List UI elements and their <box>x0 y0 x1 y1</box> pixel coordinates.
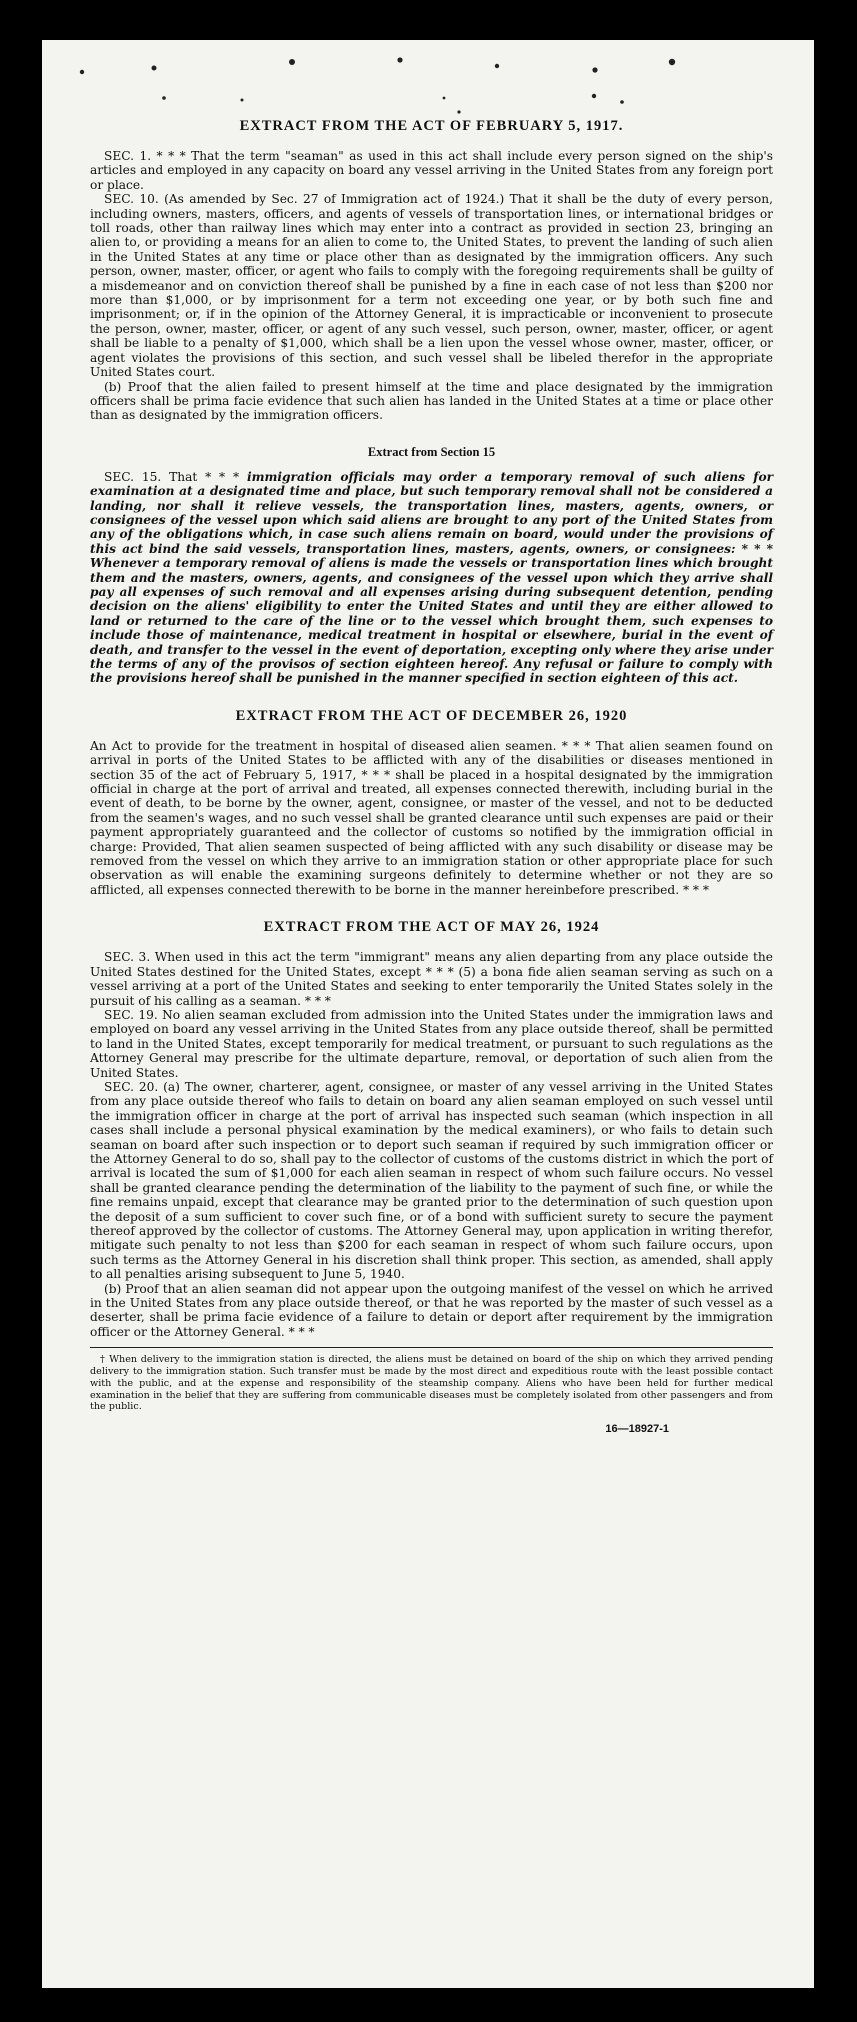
act-1924-sec-20b: (b) Proof that an alien seaman did not appear upon the outgoing manifest of the vessel on which he arrived in the United States from any place outside thereof, or that he was reported by the master of such vessel as a deserter, shall be prima facie evidence of a failure to detain or deport after requirement by the immigration officer or the Attorney General. * * * <box>90 1281 773 1339</box>
act-1917-sec-10: SEC. 10. (As amended by Sec. 27 of Immigration act of 1924.) That it shall be the duty of every person, including owners, masters, officers, and agents of vessels of transportation lines, or international bridges or toll roads, other than railway lines which may enter into a contract as provided in section 23, bringing an alien to, or providing a means for an alien to come to, the United States, to prevent the landing of such alien in the United States at any time or place other than as designated by the immigration officers. Any such person, owner, master, officer, or agent who fails to comply with the foregoing requirements shall be guilty of a misdemeanor and on conviction thereof shall be punished by a fine in each case of not less than $200 nor more than $1,000, or by imprisonment for a term not exceeding one year, or by both such fine and imprisonment; or, if in the opinion of the Attorney General, it is impracticable or inconvenient to prosecute the person, owner, master, officer, or agent of any such vessel, such person, owner, master, officer, or agent shall be liable to a penalty of $1,000, which shall be a lien upon the vessel whose owner, master, officer, or agent violates the provisions of this section, and such vessel shall be libeled therefor in the appropriate United States court. <box>90 192 773 380</box>
document-page <box>42 40 814 1988</box>
act-1920-paragraph: An Act to provide for the treatment in hospital of diseased alien seamen. * * * That alien seamen found on arrival in ports of the United States to be afflicted with any of the disabilities or diseases mentioned in section 35 of the act of February 5, 1917, * * * shall be placed in a hospital designated by the immigration official in charge at the port of arrival and treated, all expenses connected therewith, including burial in the event of death, to be borne by the owner, agent, consignee, or master of the vessel, and not to be deducted from the seamen's wages, and no such vessel shall be granted clearance until such expenses are paid or their payment appropriately guaranteed and the collector of customs so notified by the immigration official in charge: Provided, That alien seamen suspected of being afflicted with any such disability or disease may be removed from the vessel on which they arrive to an immigration station or other appropriate place for such observation as will enable the examining surgeons definitely to determine whether or not they are so afflicted, all expenses connected therewith to be borne in the manner hereinbefore prescribed. * * * <box>90 738 773 897</box>
act-1920-heading: EXTRACT FROM THE ACT OF DECEMBER 26, 1920 <box>235 707 628 724</box>
act-1924-heading: EXTRACT FROM THE ACT OF MAY 26, 1924 <box>263 919 600 936</box>
form-number: 16—18927-1 <box>605 1423 669 1436</box>
act-1924-sec-19: SEC. 19. No alien seaman excluded from admission into the United States under the immigration laws and employed on board any vessel arriving in the United States from any place outside thereof, shall be permitted to land in the United States, except temporarily for medical treatment, or pursuant to such regulations as the Attorney General may prescribe for the ultimate departure, removal, or deportation of such alien from the United States. <box>90 1007 773 1080</box>
act-1917-heading: EXTRACT FROM THE ACT OF FEBRUARY 5, 1917. <box>239 118 624 134</box>
section-15-heading: Extract from Section 15 <box>367 444 496 459</box>
scan-specks <box>42 40 814 160</box>
footnote-text: † When delivery to the immigration station is directed, the aliens must be detained on board of the ship on which they arrived pending delivery to the immigration station. Such transfer must be made by the most direct and expeditious route with the least possible contact with the public, and at the expense and responsibility of the steamship company. Aliens who have been held for further medical examination in the belief that they are suffering from communicable diseases must be completely isolated from other passengers and from the public. <box>90 1354 773 1413</box>
act-1924-section <box>90 919 773 1339</box>
section-15-lead: SEC. 15. That * * * <box>104 469 247 484</box>
act-1917-section <box>90 118 773 423</box>
footnote <box>90 1354 773 1413</box>
act-1920-section <box>90 708 773 897</box>
section-15-body: immigration officials may order a temporary removal of such aliens for examination at a designated time and place, but such temporary removal shall not be considered a landing, nor shall it relieve vessels, the transportation lines, masters, agents, owners, or consignees of the vessel upon which said aliens are brought to any port of the United States from any of the obligations which, in case such aliens remain on board, would under the provisions of this act bind the said vessels, transportation lines, masters, agents, owners, or consignees: * * * Whenever a temporary removal of aliens is made the vessels or transportation lines which brought them and the masters, owners, agents, and consignees of the vessel upon which they arrive shall pay all expenses of such removal and all expenses arising during subsequent detention, pending decision on the aliens' eligibility to enter the United States and until they are either allowed to land or returned to the care of the line or to the vessel which brought them, such expenses to include those of maintenance, medical treatment in hospital or elsewhere, burial in the event of death, and transfer to the vessel in the event of deportation, excepting only where they arise under the terms of any of the provisos of section eighteen hereof. Any refusal or failure to comply with the provisions hereof shall be punished in the manner specified in section eighteen of this act. <box>90 469 773 686</box>
act-1924-sec-3: SEC. 3. When used in this act the term "immigrant" means any alien departing from any place outside the United States destined for the United States, except * * * (5) a bona fide alien seaman serving as such on a vessel arriving at a port of the United States and seeking to enter temporarily the United States solely in the pursuit of his calling as a seaman. * * * <box>90 950 773 1008</box>
act-1917-sec-10b: (b) Proof that the alien failed to present himself at the time and place designated by the immigration officers shall be prima facie evidence that such alien has landed in the United States at a time or place other than as designated by the immigration officers. <box>90 379 773 423</box>
section-15-extract <box>90 445 773 686</box>
act-1924-sec-20a: SEC. 20. (a) The owner, charterer, agent, consignee, or master of any vessel arriving in the United States from any place outside thereof who fails to detain on board any alien seaman employed on such vessel until the immigration officer in charge at the port of arrival has inspected such seaman (which inspection in all cases shall include a personal physical examination by the medical examiners), or who fails to detain such seaman on board after such inspection or to deport such seaman if required by such immigration officer or the Attorney General to do so, shall pay to the collector of customs of the customs district in which the port of arrival is located the sum of $1,000 for each alien seaman in respect of whom such failure occurs. No vessel shall be granted clearance pending the determination of the liability to the payment of such fine, or while the fine remains unpaid, except that clearance may be granted prior to the determination of such question upon the deposit of a sum sufficient to cover such fine, or of a bond with sufficient surety to secure the payment thereof approved by the collector of customs. The Attorney General may, upon application in writing therefor, mitigate such penalty to not less than $200 for each seaman in respect of whom such failure occurs, upon such terms as the Attorney General in his discretion shall think proper. This section, as amended, shall apply to all penalties arising subsequent to June 5, 1940. <box>90 1079 773 1282</box>
act-1917-sec-1: SEC. 1. * * * That the term "seaman" as used in this act shall include every person signed on the ship's articles and employed in any capacity on board any vessel arriving in the United States from any foreign port or place. <box>90 149 773 192</box>
section-15-paragraph <box>90 470 773 686</box>
footnote-divider <box>90 1347 773 1348</box>
